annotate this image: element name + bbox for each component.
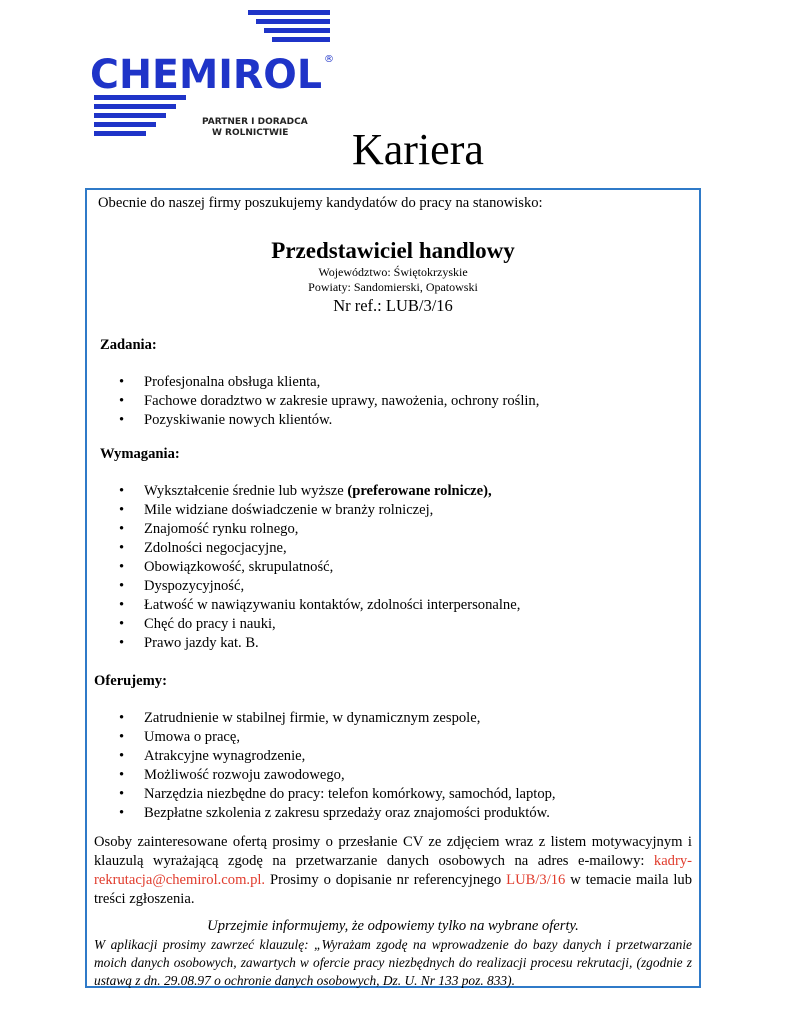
requirement-item: • Łatwość w nawiązywaniu kontaktów, zdolności interpersonalne, [92, 596, 694, 615]
consent-clause: W aplikacji prosimy zawrzeć klauzulę: „Wyrażam zgodę na wprowadzenie do bazy danych i przetwarzanie moich danych osobowych, zawartych w ofercie pracy niezbędnych do realizacji procesu rekrutacji, (zgodnie z ustawą z dn. 29.08.97 o ochronie danych osobowych, Dz. U. Nr 133 poz. 833). [94, 937, 692, 988]
counties: Powiaty: Sandomierski, Opatowski [308, 280, 478, 294]
application-text: Osoby zainteresowane ofertą prosimy o przesłanie CV ze zdjęciem wraz z listem motywacyjnym i klauzulą wyrażającą zgodę na przetwarzanie danych osobowych na adres e-mailowy: [94, 834, 692, 869]
requirement-emphasis: (preferowane rolnicze), [347, 483, 492, 499]
task-item: • Fachowe doradztwo w zakresie uprawy, nawożenia, ochrony roślin, [92, 392, 694, 411]
offer-item: • Narzędzia niezbędne do pracy: telefon komórkowy, samochód, laptop, [92, 785, 694, 804]
requirement-item: • Zdolności negocjacyjne, [92, 539, 694, 558]
tasks-heading: Zadania: [100, 337, 157, 353]
offer-list [92, 709, 694, 823]
reference-number: Nr ref.: LUB/3/16 [333, 296, 453, 315]
job-offer-box [85, 188, 701, 988]
application-ref-code: LUB/3/16 [506, 872, 566, 888]
page-title: Kariera [352, 125, 484, 174]
intro-text: Obecnie do naszej firmy poszukujemy kandydatów do pracy na stanowisko: [98, 195, 543, 211]
requirement-item: • Dyspozycyjność, [92, 577, 694, 596]
job-title: Przedstawiciel handlowy [271, 238, 515, 263]
chemirol-logo-graphic [90, 10, 350, 140]
offer-item: • Atrakcyjne wynagrodzenie, [92, 747, 694, 766]
application-email-link[interactable]: kadry-rekrutacja@chemirol.com.pl. [94, 853, 692, 888]
task-item: • Profesjonalna obsługa klienta, [92, 373, 694, 392]
application-text-after: w temacie maila lub treści zgłoszenia. [94, 872, 692, 907]
brand-wordmark: CHEMIROL [90, 52, 322, 98]
offer-item: • Bezpłatne szkolenia z zakresu sprzedaży oraz znajomości produktów. [92, 804, 694, 823]
requirement-item: • Mile widziane doświadczenie w branży rolniczej, [92, 501, 694, 520]
offer-heading: Oferujemy: [94, 673, 167, 689]
requirement-item: • Prawo jazdy kat. B. [92, 634, 694, 653]
chemirol-logo [90, 10, 350, 140]
tagline-line-1: PARTNER I DORADCA [202, 117, 308, 127]
offer-item: • Zatrudnienie w stabilnej firmie, w dynamicznym zespole, [92, 709, 694, 728]
requirements-list [92, 482, 694, 653]
offer-item: • Możliwość rozwoju zawodowego, [92, 766, 694, 785]
task-item: • Pozyskiwanie nowych klientów. [92, 411, 694, 430]
application-instructions [94, 833, 692, 909]
tagline-line-2: W ROLNICTWIE [212, 128, 289, 138]
requirement-item: • Obowiązkowość, skrupulatność, [92, 558, 694, 577]
requirement-text: Wykształcenie średnie lub wyższe [144, 483, 348, 499]
registered-mark: ® [324, 54, 334, 65]
selection-notice: Uprzejmie informujemy, że odpowiemy tylko na wybrane oferty. [207, 918, 579, 934]
offer-item: • Umowa o pracę, [92, 728, 694, 747]
tasks-list [92, 373, 694, 430]
requirement-item: • Znajomość rynku rolnego, [92, 520, 694, 539]
requirement-item: • Chęć do pracy i nauki, [92, 615, 694, 634]
application-text-between: Prosimy o dopisanie nr referencyjnego [265, 872, 507, 888]
requirement-item [92, 482, 694, 501]
voivodeship: Województwo: Świętokrzyskie [318, 265, 468, 279]
requirements-heading: Wymagania: [100, 446, 180, 462]
